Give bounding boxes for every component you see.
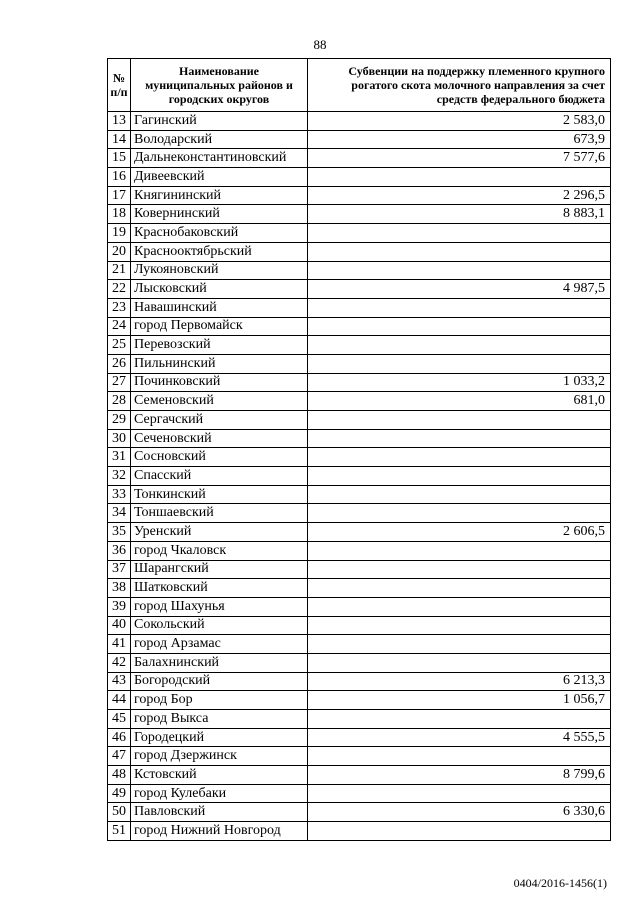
municipality-name: город Бор (131, 691, 308, 710)
row-number: 23 (108, 298, 131, 317)
table-row (108, 541, 611, 560)
row-number: 17 (108, 186, 131, 205)
subsidy-value: 1 056,7 (308, 691, 611, 710)
subsidy-value: 673,9 (308, 130, 611, 149)
subsidy-value (308, 467, 611, 486)
municipality-name: Шарангский (131, 560, 308, 579)
row-number: 20 (108, 242, 131, 261)
subsidy-value: 4 555,5 (308, 728, 611, 747)
subsidy-value (308, 429, 611, 448)
municipality-name: город Шахунья (131, 597, 308, 616)
row-number: 38 (108, 579, 131, 598)
table-row (108, 822, 611, 841)
municipality-name: Лукояновский (131, 261, 308, 280)
table-row (108, 336, 611, 355)
row-number: 19 (108, 224, 131, 243)
table-row (108, 766, 611, 785)
row-number: 29 (108, 411, 131, 430)
row-number: 25 (108, 336, 131, 355)
subsidy-value (308, 784, 611, 803)
row-number: 43 (108, 672, 131, 691)
subsidy-value (308, 298, 611, 317)
municipality-name: Богородский (131, 672, 308, 691)
row-number: 18 (108, 205, 131, 224)
subsidy-value (308, 747, 611, 766)
subsidy-value (308, 616, 611, 635)
row-number: 24 (108, 317, 131, 336)
municipality-name: Шатковский (131, 579, 308, 598)
municipality-name: Краснобаковский (131, 224, 308, 243)
subsidy-value: 2 583,0 (308, 112, 611, 131)
subsidy-value (308, 504, 611, 523)
subsidy-value (308, 635, 611, 654)
subsidy-value: 8 799,6 (308, 766, 611, 785)
table-row (108, 485, 611, 504)
subsidy-value (308, 317, 611, 336)
table-row (108, 560, 611, 579)
subsidy-value (308, 822, 611, 841)
table-row (108, 691, 611, 710)
subsidy-value (308, 448, 611, 467)
table-row (108, 448, 611, 467)
table-row (108, 803, 611, 822)
header-number: № п/п (108, 59, 131, 112)
row-number: 37 (108, 560, 131, 579)
municipality-name: Сеченовский (131, 429, 308, 448)
table-row (108, 168, 611, 187)
row-number: 41 (108, 635, 131, 654)
municipality-name: город Выкса (131, 710, 308, 729)
row-number: 22 (108, 280, 131, 299)
table-row (108, 261, 611, 280)
row-number: 48 (108, 766, 131, 785)
table-row (108, 728, 611, 747)
table-row (108, 635, 611, 654)
municipality-name: Сокольский (131, 616, 308, 635)
municipality-name: Починковский (131, 373, 308, 392)
row-number: 26 (108, 354, 131, 373)
table-row (108, 429, 611, 448)
municipality-name: город Кулебаки (131, 784, 308, 803)
page-number: 88 (313, 37, 327, 52)
table-row (108, 411, 611, 430)
table-row (108, 149, 611, 168)
subsidy-value: 4 987,5 (308, 280, 611, 299)
table-row (108, 597, 611, 616)
row-number: 14 (108, 130, 131, 149)
municipality-name: Спасский (131, 467, 308, 486)
table-body (108, 112, 611, 841)
row-number: 31 (108, 448, 131, 467)
table-row (108, 373, 611, 392)
row-number: 21 (108, 261, 131, 280)
table-row (108, 205, 611, 224)
municipality-name: Пильнинский (131, 354, 308, 373)
subsidy-value (308, 224, 611, 243)
table-row (108, 298, 611, 317)
subsidy-value: 8 883,1 (308, 205, 611, 224)
subsidy-value: 681,0 (308, 392, 611, 411)
row-number: 28 (108, 392, 131, 411)
table-row (108, 112, 611, 131)
row-number: 51 (108, 822, 131, 841)
subsidy-value: 2 296,5 (308, 186, 611, 205)
municipality-name: Кстовский (131, 766, 308, 785)
row-number: 35 (108, 523, 131, 542)
document-code: 0404/2016-1456(1) (513, 876, 607, 890)
subsidy-value (308, 579, 611, 598)
row-number: 13 (108, 112, 131, 131)
municipality-name: Тоншаевский (131, 504, 308, 523)
subsidy-value (308, 560, 611, 579)
table-row (108, 523, 611, 542)
table-row (108, 130, 611, 149)
municipality-name: Городецкий (131, 728, 308, 747)
row-number: 34 (108, 504, 131, 523)
municipality-name: Гагинский (131, 112, 308, 131)
municipality-name: Дальнеконстантиновский (131, 149, 308, 168)
municipality-name: город Чкаловск (131, 541, 308, 560)
subsidy-value (308, 411, 611, 430)
table-row (108, 280, 611, 299)
subsidy-value (308, 354, 611, 373)
municipality-name: Володарский (131, 130, 308, 149)
subsidy-value: 2 606,5 (308, 523, 611, 542)
row-number: 50 (108, 803, 131, 822)
row-number: 27 (108, 373, 131, 392)
row-number: 15 (108, 149, 131, 168)
table-row (108, 747, 611, 766)
municipality-name: Семеновский (131, 392, 308, 411)
row-number: 46 (108, 728, 131, 747)
header-subsidy: Субвенции на поддержку племенного крупного рогатого скота молочного направления за счет средств федерального бюджета (308, 59, 611, 112)
row-number: 16 (108, 168, 131, 187)
table-row (108, 242, 611, 261)
subsidy-value (308, 336, 611, 355)
subsidy-value: 1 033,2 (308, 373, 611, 392)
municipality-name: Навашинский (131, 298, 308, 317)
municipality-name: Дивеевский (131, 168, 308, 187)
subsidy-value (308, 168, 611, 187)
subsidy-value (308, 261, 611, 280)
table-row (108, 504, 611, 523)
row-number: 47 (108, 747, 131, 766)
municipality-name: Сосновский (131, 448, 308, 467)
subsidy-value (308, 710, 611, 729)
subsidy-value (308, 541, 611, 560)
table-row (108, 354, 611, 373)
municipality-name: Ковернинский (131, 205, 308, 224)
subsidy-value (308, 485, 611, 504)
row-number: 32 (108, 467, 131, 486)
row-number: 42 (108, 653, 131, 672)
row-number: 44 (108, 691, 131, 710)
subsidy-value: 7 577,6 (308, 149, 611, 168)
subsidy-value: 6 330,6 (308, 803, 611, 822)
subsidy-value (308, 597, 611, 616)
table-row (108, 579, 611, 598)
municipality-name: город Арзамас (131, 635, 308, 654)
row-number: 49 (108, 784, 131, 803)
municipality-name: Перевозский (131, 336, 308, 355)
table-header-row (108, 59, 611, 112)
table-row (108, 392, 611, 411)
row-number: 40 (108, 616, 131, 635)
table-row (108, 186, 611, 205)
row-number: 33 (108, 485, 131, 504)
municipality-name: город Первомайск (131, 317, 308, 336)
municipality-name: Павловский (131, 803, 308, 822)
municipality-name: Сергачский (131, 411, 308, 430)
table-row (108, 653, 611, 672)
municipality-name: Балахнинский (131, 653, 308, 672)
municipality-name: город Нижний Новгород (131, 822, 308, 841)
table-row (108, 710, 611, 729)
row-number: 45 (108, 710, 131, 729)
municipality-name: город Дзержинск (131, 747, 308, 766)
municipality-name: Тонкинский (131, 485, 308, 504)
subsidy-value (308, 242, 611, 261)
municipality-name: Княгининский (131, 186, 308, 205)
table-row (108, 224, 611, 243)
row-number: 39 (108, 597, 131, 616)
header-municipality: Наименование муниципальных районов и городских округов (131, 59, 308, 112)
row-number: 30 (108, 429, 131, 448)
table-row (108, 672, 611, 691)
subsidies-table (107, 58, 611, 841)
municipality-name: Уренский (131, 523, 308, 542)
municipality-name: Лысковский (131, 280, 308, 299)
subsidy-value: 6 213,3 (308, 672, 611, 691)
table-row (108, 317, 611, 336)
subsidy-value (308, 653, 611, 672)
table-row (108, 616, 611, 635)
table-row (108, 784, 611, 803)
row-number: 36 (108, 541, 131, 560)
municipality-name: Краснооктябрьский (131, 242, 308, 261)
table-row (108, 467, 611, 486)
